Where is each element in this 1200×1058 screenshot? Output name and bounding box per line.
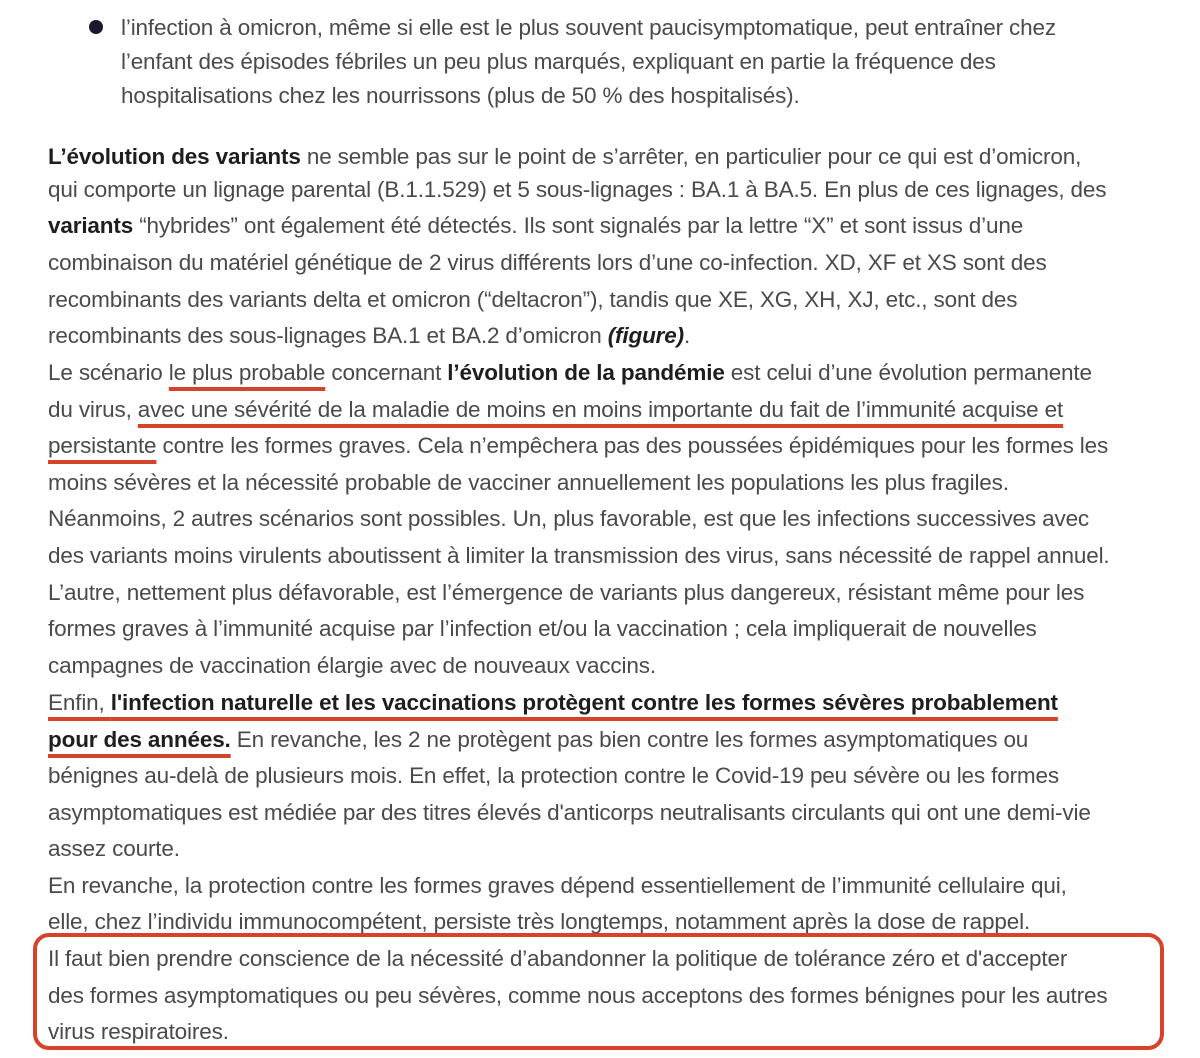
text-run: est celui d’une évolution permanente [724, 360, 1092, 385]
paragraph-line: combinaison du matériel génétique de 2 virus différents lors d’une co-infection. XD, XF et XS sont des [48, 250, 1047, 275]
paragraph-line [48, 685, 1058, 721]
bold-underlined-phrase: l'infection naturelle et les vaccinations protègent contre les formes sévères probablement [110, 690, 1058, 715]
text-run: Le scénario [48, 360, 169, 385]
underlined-phrase: le plus probable [168, 360, 326, 385]
bullet-line: l’infection à omicron, même si elle est le plus souvent paucisymptomatique, peut entraîner chez [121, 15, 1056, 40]
underlined-phrase: Enfin, [48, 690, 111, 715]
paragraph-line [48, 722, 1028, 758]
paragraph-line: bénignes au-delà de plusieurs mois. En effet, la protection contre le Covid-19 peu sévère ou les formes [48, 763, 1059, 788]
bold-underlined-phrase: pour des années. [48, 727, 231, 752]
bullet-line: hospitalisations chez les nourrissons (plus de 50 % des hospitalisés). [121, 83, 800, 108]
figure-link[interactable]: (figure) [607, 323, 684, 348]
paragraph-line: Néanmoins, 2 autres scénarios sont possibles. Un, plus favorable, est que les infections successives avec [48, 506, 1090, 531]
paragraph-line: recombinants des variants delta et omicron (“deltacron”), tandis que XE, XG, XH, XJ, etc., sont des [48, 287, 1018, 312]
paragraph-line: campagnes de vaccination élargie avec de nouveaux vaccins. [48, 653, 656, 678]
text-run: “hybrides” ont également été détectés. Ils sont signalés par la lettre “X” et sont issus d’une [133, 213, 1024, 238]
paragraph-line [48, 392, 1063, 428]
underlined-phrase: persistante [48, 433, 157, 458]
bold-phrase: variants [48, 213, 134, 238]
highlighted-line: Il faut bien prendre conscience de la nécessité d’abandonner la politique de tolérance zéro et d'accepter [48, 946, 1068, 971]
text-run: contre les formes graves. Cela n’empêchera pas des poussées épidémiques pour les formes les [156, 433, 1109, 458]
text-run: du virus, [48, 397, 138, 422]
text-run: En revanche, les 2 ne protègent pas bien contre les formes asymptomatiques ou [230, 727, 1029, 752]
paragraph-line [48, 428, 1108, 464]
paragraph-line [48, 355, 1092, 391]
paragraph-line: qui comporte un lignage parental (B.1.1.529) et 5 sous-lignages : BA.1 à BA.5. En plus de ces lignages, des [48, 177, 1107, 202]
bullet-line: l’enfant des épisodes fébriles un peu plus marqués, expliquant en partie la fréquence des [121, 49, 996, 74]
paragraph-line [48, 208, 1023, 244]
paragraph-line: moins sévères et la nécessité probable de vacciner annuellement les populations les plus fragiles. [48, 470, 1009, 495]
text-run: concernant [325, 360, 448, 385]
paragraph-line: En revanche, la protection contre les formes graves dépend essentiellement de l’immunité cellulaire qui, [48, 873, 1067, 898]
underlined-phrase: avec une sévérité de la maladie de moins en moins importante du fait de l’immunité acquise et [137, 397, 1064, 422]
highlighted-line: virus respiratoires. [48, 1019, 229, 1044]
text-run: ne semble pas sur le point de s’arrêter, en particulier pour ce qui est d’omicron, [300, 144, 1082, 169]
paragraph-line: assez courte. [48, 836, 180, 861]
bullet-dot [89, 20, 103, 34]
paragraph-line: elle, chez l’individu immunocompétent, persiste très longtemps, notamment après la dose de rappel. [48, 909, 1031, 934]
paragraph-line: L’autre, nettement plus défavorable, est l’émergence de variants plus dangereux, résistant même pour les [48, 580, 1085, 605]
paragraph-line: formes graves à l’immunité acquise par l’infection et/ou la vaccination ; cela impliquerait de nouvelles [48, 616, 1037, 641]
paragraph-line: asymptomatiques est médiée par des titres élevés d'anticorps neutralisants circulants qui ont une demi-vie [48, 800, 1091, 825]
paragraph-line [48, 318, 690, 354]
bold-phrase: L’évolution des variants [48, 144, 301, 169]
paragraph-line: des variants moins virulents aboutissent à limiter la transmission des virus, sans nécessité de rappel annuel. [48, 543, 1110, 568]
text-run: recombinants des sous-lignages BA.1 et BA.2 d’omicron [48, 323, 608, 348]
text-run: . [684, 323, 691, 348]
paragraph-line [48, 139, 1081, 175]
highlighted-line: des formes asymptomatiques ou peu sévères, comme nous acceptons des formes bénignes pour les autres [48, 983, 1108, 1008]
bold-phrase: l’évolution de la pandémie [447, 360, 725, 385]
